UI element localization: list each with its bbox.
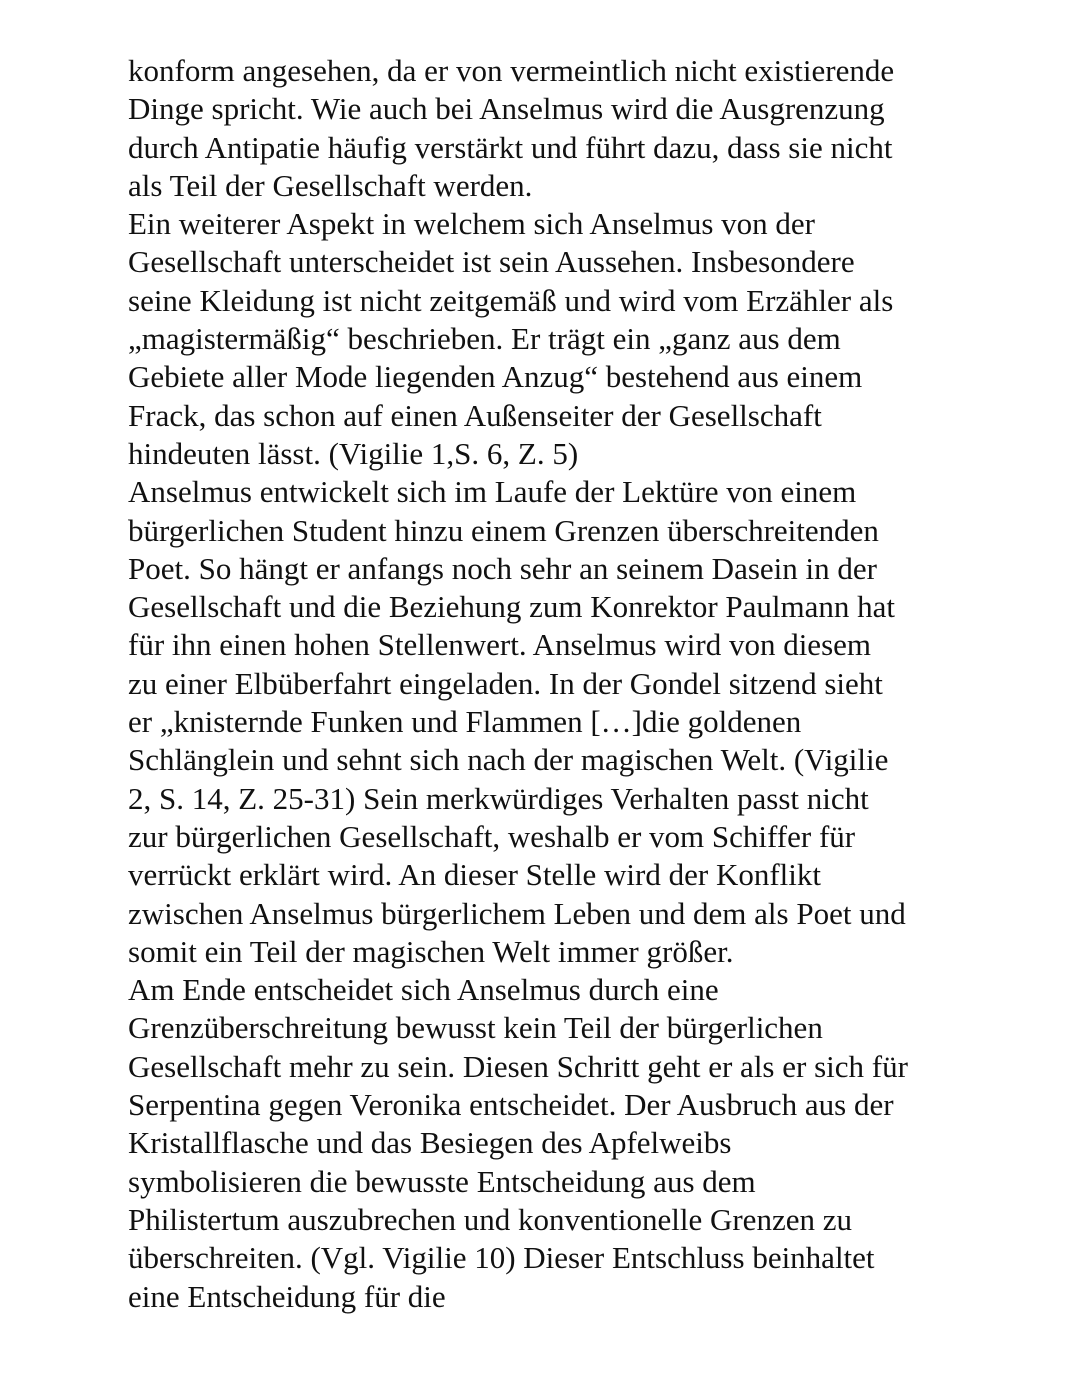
text-line: eine Entscheidung für die (128, 1278, 446, 1314)
text-line: 2, S. 14, Z. 25-31) Sein merkwürdiges Verhalten passt nicht (128, 780, 869, 816)
text-line: bürgerlichen Student hinzu einem Grenzen überschreitenden (128, 512, 879, 548)
text-line: Frack, das schon auf einen Außenseiter der Gesellschaft (128, 397, 822, 433)
text-line: Serpentina gegen Veronika entscheidet. Der Ausbruch aus der (128, 1087, 894, 1123)
text-line: symbolisieren die bewusste Entscheidung aus dem (128, 1163, 756, 1199)
text-line: Dinge spricht. Wie auch bei Anselmus wird die Ausgrenzung (128, 91, 885, 127)
text-line: Gesellschaft unterscheidet ist sein Aussehen. Insbesondere (128, 244, 855, 280)
text-line: zwischen Anselmus bürgerlichem Leben und dem als Poet und (128, 895, 906, 931)
text-line: konform angesehen, da er von vermeintlich nicht existierende (128, 53, 895, 88)
text-line: als Teil der Gesellschaft werden. (128, 167, 533, 203)
text-line: Am Ende entscheidet sich Anselmus durch eine (128, 972, 719, 1008)
text-line: „magistermäßig“ beschrieben. Er trägt ein „ganz aus dem (128, 321, 841, 357)
text-line: zu einer Elbüberfahrt eingeladen. In der Gondel sitzend sieht (128, 665, 883, 701)
text-line: er „knisternde Funken und Flammen […]die goldenen (128, 704, 802, 740)
text-line: Gesellschaft mehr zu sein. Diesen Schritt geht er als er sich für (128, 1048, 908, 1084)
text-line: Grenzüberschreitung bewusst kein Teil der bürgerlichen (128, 1010, 823, 1046)
text-line: überschreiten. (Vgl. Vigilie 10) Dieser Entschluss beinhaltet (128, 1240, 875, 1276)
text-line: Kristallflasche und das Besiegen des Apfelweibs (128, 1125, 732, 1161)
text-line: Gebiete aller Mode liegenden Anzug“ bestehend aus einem (128, 359, 863, 395)
text-line: Schlänglein und sehnt sich nach der magischen Welt. (Vigilie (128, 742, 889, 778)
text-line: verrückt erklärt wird. An dieser Stelle wird der Konflikt (128, 857, 821, 893)
text-line: seine Kleidung ist nicht zeitgemäß und wird vom Erzähler als (128, 282, 894, 318)
text-line: somit ein Teil der magischen Welt immer größer. (128, 933, 734, 969)
text-line: zur bürgerlichen Gesellschaft, weshalb er vom Schiffer für (128, 818, 856, 854)
text-line: Ein weiterer Aspekt in welchem sich Anselmus von der (128, 206, 816, 242)
text-line: Philistertum auszubrechen und konventionelle Grenzen zu (128, 1201, 852, 1237)
text-line: hindeuten lässt. (Vigilie 1,S. 6, Z. 5) (128, 435, 579, 471)
text-line: für ihn einen hohen Stellenwert. Anselmus wird von diesem (128, 627, 872, 663)
text-line: Gesellschaft und die Beziehung zum Konrektor Paulmann hat (128, 589, 896, 625)
text-line: Anselmus entwickelt sich im Laufe der Lektüre von einem (128, 474, 857, 510)
document-body-text (128, 52, 1008, 1316)
text-line: Poet. So hängt er anfangs noch sehr an seinem Dasein in der (128, 550, 877, 586)
text-line: durch Antipatie häufig verstärkt und führt dazu, dass sie nicht (128, 129, 893, 165)
